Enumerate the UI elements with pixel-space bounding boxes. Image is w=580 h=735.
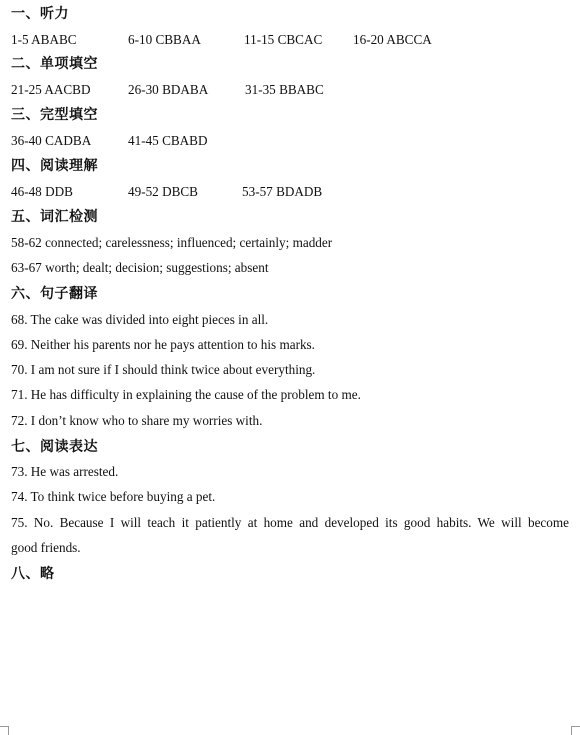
section-heading-reading: 四、阅读理解 (11, 158, 98, 174)
section-heading-reading-expression: 七、阅读表达 (11, 439, 98, 455)
section-heading-single-choice: 二、单项填空 (11, 56, 98, 72)
section-heading-cloze: 三、完型填空 (11, 107, 98, 123)
answer-line: good friends. (11, 540, 81, 555)
section-heading-translation: 六、句子翻译 (11, 286, 98, 302)
answer-group: 41-45 CBABD (128, 133, 208, 148)
answer-group: 6-10 CBBAA (128, 32, 201, 47)
answer-group: 46-48 DDB (11, 184, 73, 199)
answer-line: 58-62 connected; carelessness; influenced; certainly; madder (11, 235, 333, 250)
answer-line: 75. No. Because I will teach it patiently at home and developed its good habits. We will become (11, 515, 569, 530)
answer-group: 36-40 CADBA (11, 133, 92, 148)
answer-group: 31-35 BBABC (245, 82, 324, 97)
answer-line: 63-67 worth; dealt; decision; suggestions; absent (11, 260, 269, 275)
answer-group: 16-20 ABCCA (353, 32, 432, 47)
answer-group: 1-5 ABABC (11, 32, 77, 47)
answer-group: 21-25 AACBD (11, 82, 91, 97)
answer-group: 26-30 BDABA (128, 82, 209, 97)
answer-line: 71. He has difficulty in explaining the cause of the problem to me. (11, 387, 361, 402)
answer-group: 53-57 BDADB (242, 184, 323, 199)
page-corner-mark (0, 726, 9, 735)
answer-line: 73. He was arrested. (11, 464, 119, 479)
answer-line: 70. I am not sure if I should think twice about everything. (11, 362, 316, 377)
section-heading-omitted: 八、略 (11, 566, 55, 582)
answer-line: 72. I don’t know who to share my worries with. (11, 413, 263, 428)
answer-line: 74. To think twice before buying a pet. (11, 489, 216, 504)
section-heading-vocabulary: 五、词汇检测 (11, 209, 98, 225)
section-heading-listening: 一、听力 (11, 6, 69, 22)
page-corner-mark (571, 726, 580, 735)
answer-line: 68. The cake was divided into eight pieces in all. (11, 312, 269, 327)
answer-group: 11-15 CBCAC (244, 32, 323, 47)
answer-group: 49-52 DBCB (128, 184, 198, 199)
answer-line: 69. Neither his parents nor he pays attention to his marks. (11, 337, 315, 352)
